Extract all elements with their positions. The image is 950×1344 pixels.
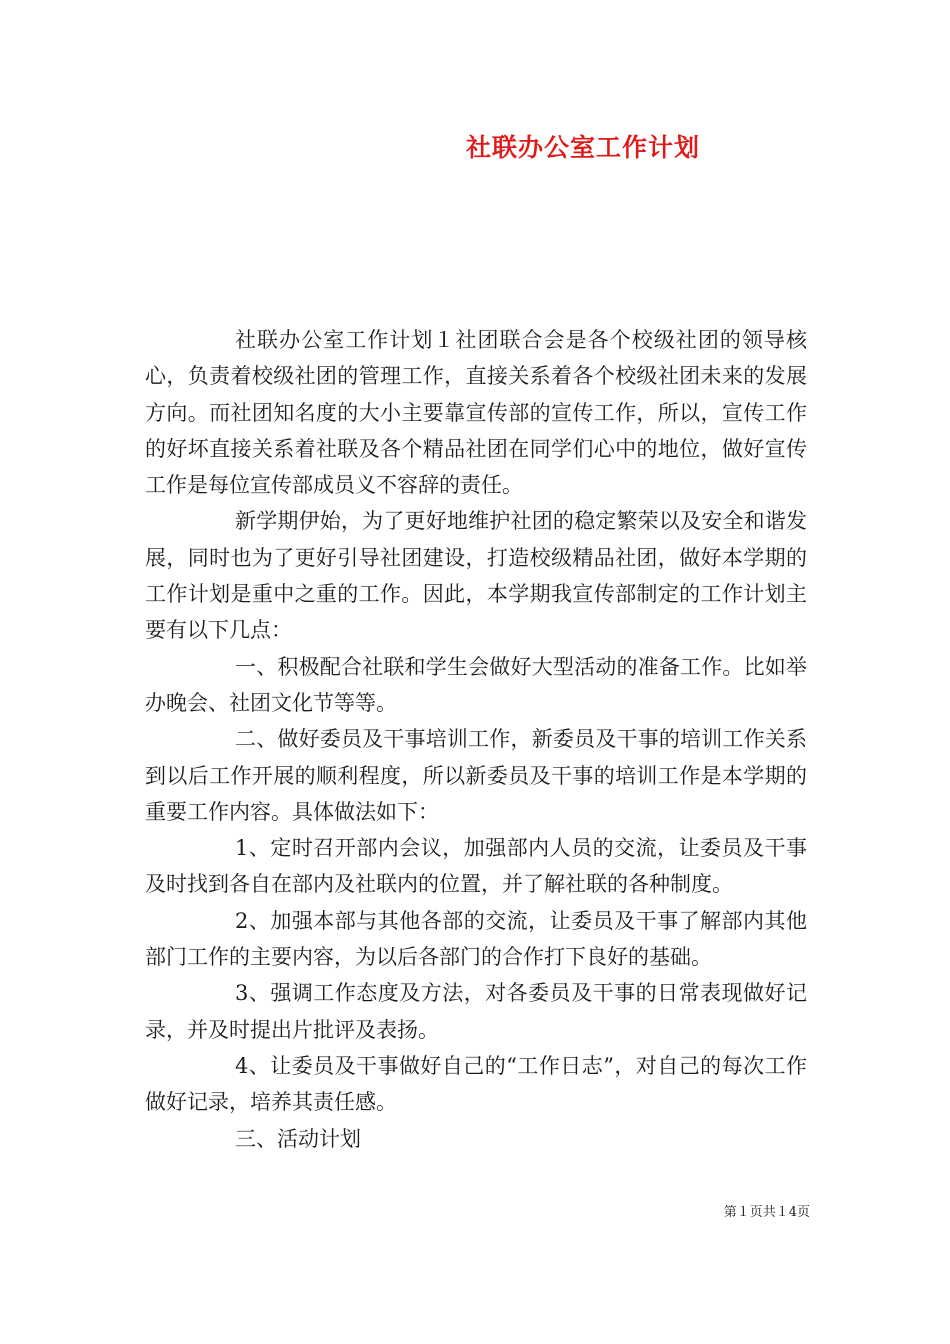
paragraph-subitem-3: 3、强调工作态度及方法，对各委员及干事的日常表现做好记录，并及时提出片批评及表扬。: [145, 981, 807, 1042]
paragraph-subitem-2: 2、加强本部与其他各部的交流，让委员及干事了解部内其他部门工作的主要内容，为以后各部门的合作打下良好的基础。: [145, 908, 807, 970]
document-title: 社联办公室工作计划: [465, 133, 700, 162]
paragraph-item-two: 二、做好委员及干事培训工作，新委员及干事的培训工作关系到以后工作开展的顺利程度，所以新委员及干事的培训工作是本学期的重要工作内容。具体做法如下：: [145, 727, 807, 824]
paragraph-new-semester: 新学期伊始，为了更好地维护社团的稳定繁荣以及安全和谐发展，同时也为了更好引导社团建设，打造校级精品社团，做好本学期的工作计划是重中之重的工作。因此，本学期我宣传部制定的工作计划主要有以下几点：: [145, 509, 807, 643]
paragraph-item-one: 一、积极配合社联和学生会做好大型活动的准备工作。比如举办晚会、社团文化节等等。: [145, 654, 807, 715]
document-body: [145, 322, 807, 1157]
paragraph-item-three: 三、活动计划: [235, 1126, 361, 1151]
paragraph-intro: 社联办公室工作计划１社团联合会是各个校级社团的领导核心，负责着校级社团的管理工作，直接关系着各个校级社团未来的发展方向。而社团知名度的大小主要靠宣传部的宣传工作，所以，宣传工作的好坏直接关系着社联及各个精品社团在同学们心中的地位，做好宣传工作是每位宣传部成员义不容辞的责任。: [145, 328, 807, 498]
page-number-footer: 第１页共１4页: [723, 1205, 810, 1220]
paragraph-subitem-4: 4、让委员及干事做好自己的“工作日志”，对自己的每次工作做好记录，培养其责任感。: [145, 1053, 807, 1115]
paragraph-subitem-1: 1、定时召开部内会议，加强部内人员的交流，让委员及干事及时找到各自在部内及社联内的位置，并了解社联的各种制度。: [145, 836, 807, 897]
